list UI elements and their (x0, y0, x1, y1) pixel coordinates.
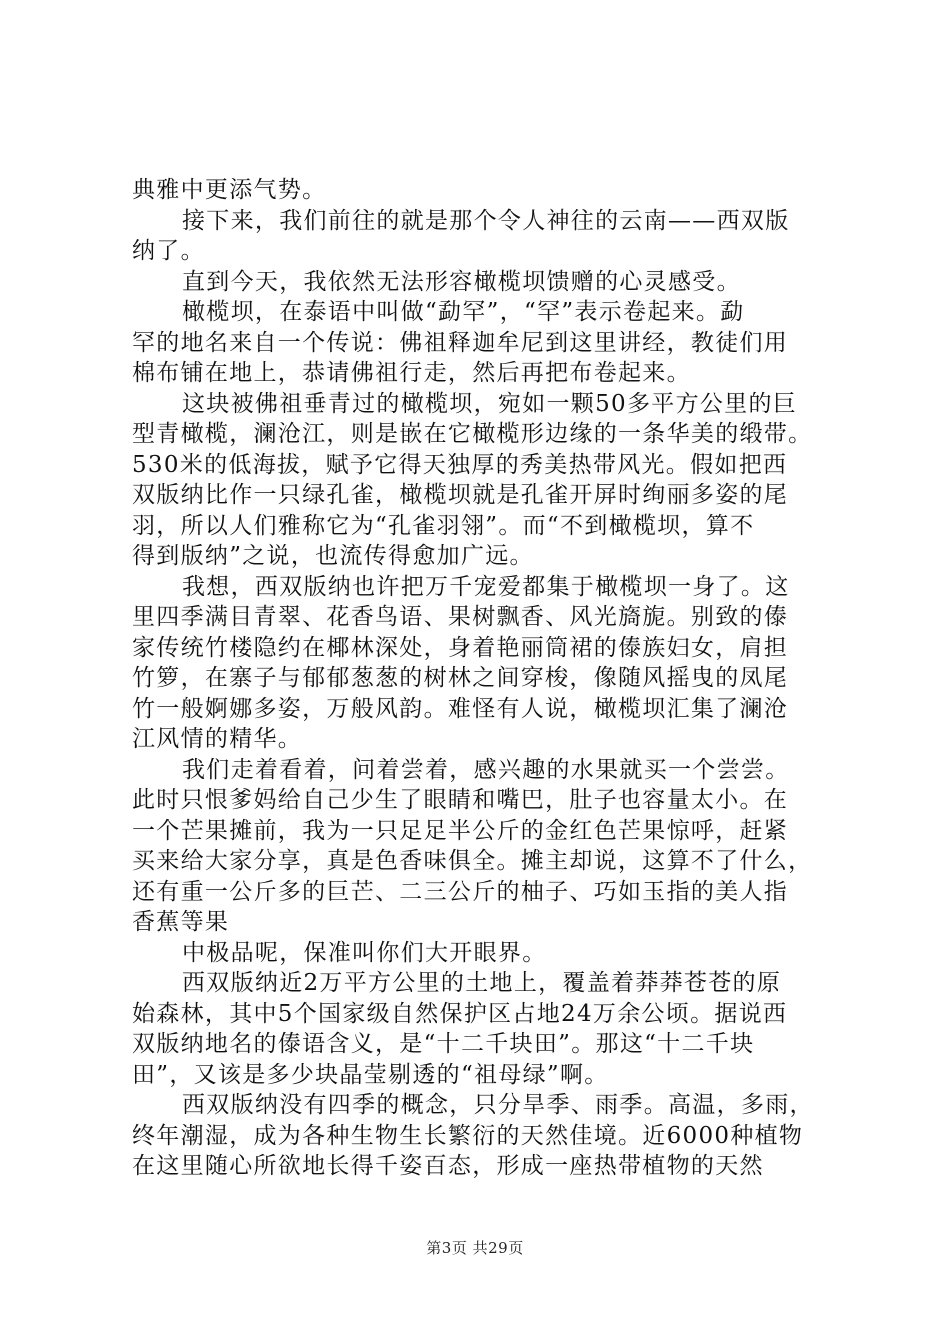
text-line: 终年潮湿，成为各种生物生长繁衍的天然佳境。近6000种植物 (132, 1122, 804, 1149)
text-line: 竹一般婀娜多姿，万般风韵。难怪有人说，橄榄坝汇集了澜沧 (132, 695, 789, 722)
text-line: 纳了。 (132, 238, 205, 264)
text-line: 橄榄坝，在泰语中叫做“勐罕”，“罕”表示卷起来。勐 (182, 299, 745, 325)
text-line: 型青橄榄，澜沧江，则是嵌在它橄榄形边缘的一条华美的缎带。 (132, 421, 813, 447)
text-line: 里四季满目青翠、花香鸟语、果树飘香、风光旖旎。别致的傣 (132, 604, 789, 630)
text-line: 530米的低海拔，赋予它得天独厚的秀美热带风光。假如把西 (132, 451, 788, 478)
text-line: 竹箩，在寨子与郁郁葱葱的树林之间穿梭，像随风摇曳的凤尾 (132, 665, 789, 691)
body-text (132, 175, 832, 1182)
text-line: 我们走着看着，问着尝着，感兴趣的水果就买一个尝尝。 (182, 756, 790, 783)
text-line: 罕的地名来自一个传说：佛祖释迦牟尼到这里讲经，教徒们用 (132, 329, 789, 356)
text-line: 接下来，我们前往的就是那个令人神往的云南——西双版 (182, 207, 790, 234)
text-line: 在这里随心所欲地长得千姿百态，形成一座热带植物的天然 (132, 1153, 764, 1179)
text-line: 典雅中更添气势。 (132, 177, 327, 203)
text-line: 这块被佛祖垂青过的橄榄坝，宛如一颗50多平方公里的巨 (182, 390, 798, 417)
text-line: 一个芒果摊前，我为一只足足半公斤的金红色芒果惊呼，赶紧 (132, 817, 789, 844)
text-line: 家传统竹楼隐约在椰林深处，身着艳丽筒裙的傣族妇女，肩担 (132, 634, 789, 661)
text-line: 直到今天，我依然无法形容橄榄坝馈赠的心灵感受。 (182, 268, 741, 295)
page-number-footer: 第3页 共29页 (426, 1239, 524, 1257)
text-line: 西双版纳近2万平方公里的土地上，覆盖着莽莽苍苍的原 (182, 970, 782, 996)
text-line: 中极品呢，保准叫你们大开眼界。 (182, 939, 547, 966)
text-line: 西双版纳没有四季的概念，只分旱季、雨季。高温，多雨， (182, 1092, 814, 1118)
text-line: 江风情的精华。 (132, 726, 303, 752)
text-line: 此时只恨爹妈给自己少生了眼睛和嘴巴，肚子也容量太小。在 (132, 787, 789, 813)
text-line: 香蕉等果 (132, 909, 230, 935)
text-line: 双版纳比作一只绿孔雀，橄榄坝就是孔雀开屏时绚丽多姿的尾 (132, 482, 789, 508)
text-line: 得到版纳”之说，也流传得愈加广远。 (132, 543, 534, 569)
text-line: 我想，西双版纳也许把万千宠爱都集于橄榄坝一身了。这 (182, 573, 790, 600)
text-line: 田”，又该是多少块晶莹剔透的“祖母绿”啊。 (132, 1061, 609, 1088)
text-line: 买来给大家分享，真是色香味俱全。摊主却说，这算不了什么， (132, 848, 813, 874)
text-line: 双版纳地名的傣语含义，是“十二千块田”。那这“十二千块 (132, 1031, 755, 1057)
text-line: 棉布铺在地上，恭请佛祖行走，然后再把布卷起来。 (132, 360, 691, 386)
text-line: 始森林，其中5个国家级自然保护区占地24万余公顷。据说西 (132, 1000, 788, 1027)
text-line: 羽，所以人们雅称它为“孔雀羽翎”。而“不到橄榄坝，算不 (132, 512, 755, 539)
text-line: 还有重一公斤多的巨芒、二三公斤的柚子、巧如玉指的美人指 (132, 878, 789, 905)
